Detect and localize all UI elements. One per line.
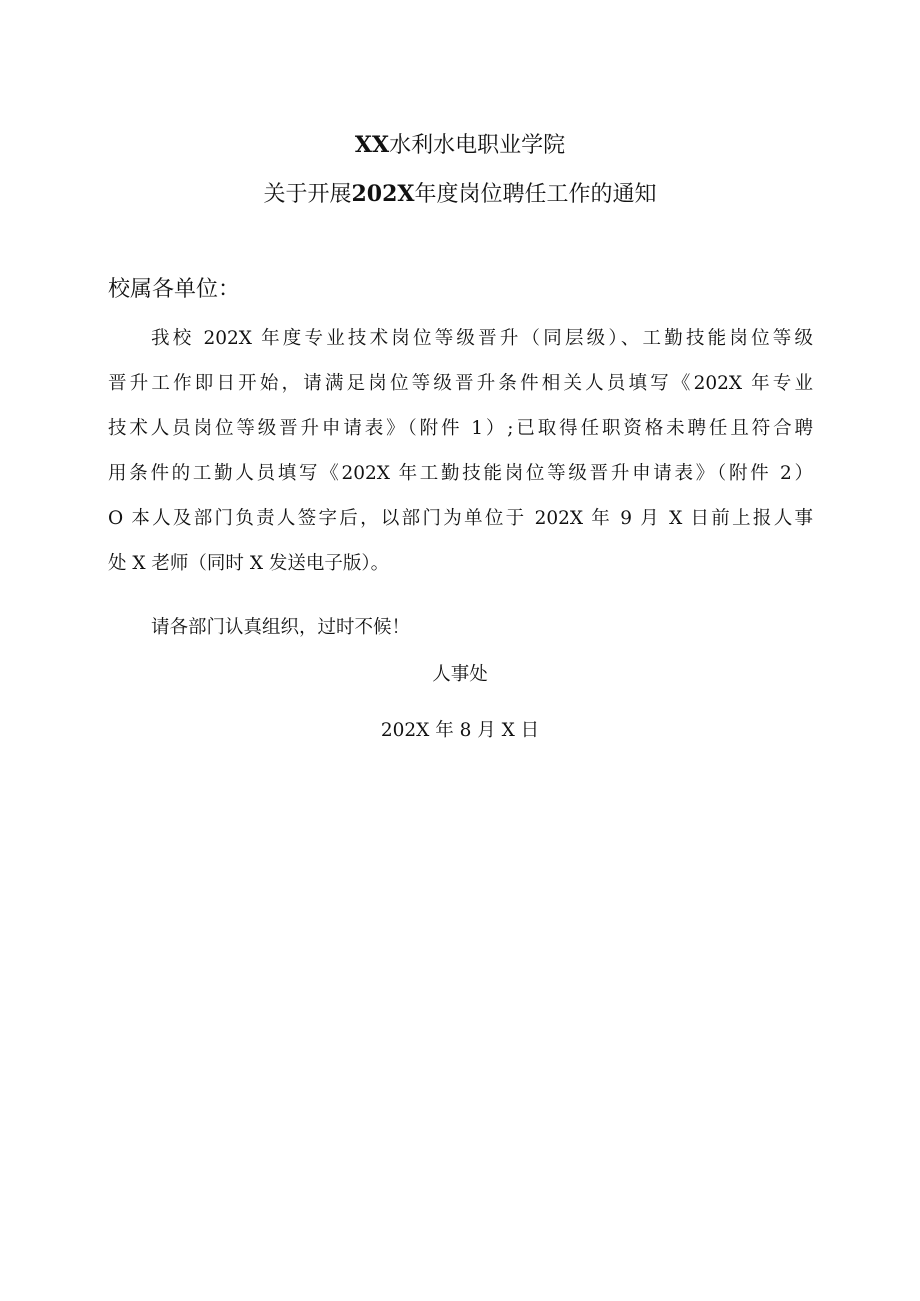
paragraph-line: 晋升工作即日开始，请满足岗位等级晋升条件相关人员填写《202X 年专业 — [108, 373, 813, 394]
paragraph-line: 用条件的工勤人员填写《202X 年工勤技能岗位等级晋升申请表》（附件 2） — [108, 463, 813, 484]
title-pre: 关于开展 — [263, 182, 352, 207]
signature-date: 202X 年 8 月 X 日 — [380, 720, 540, 741]
title-school-name: 水利水电职业学院 — [389, 133, 566, 158]
paragraph-line: 技术人员岗位等级晋升申请表》（附件 1）;已取得任职资格未聘任且符合聘 — [108, 418, 813, 439]
document-title-line-1 — [0, 130, 920, 161]
paragraph-closing — [108, 605, 813, 650]
signature-department: 人事处 — [432, 664, 488, 685]
paragraph-line: 我校 202X 年度专业技术岗位等级晋升（同层级）、工勤技能岗位等级 — [151, 328, 813, 349]
paragraph-line: O 本人及部门负责人签字后，以部门为单位于 202X 年 9 月 X 日前上报人事 — [108, 508, 813, 529]
closing-line: 请各部门认真组织，过时不候！ — [151, 617, 411, 638]
document-title-line-2 — [0, 179, 920, 210]
paragraph-line: 处 X 老师（同时 X 发送电子版）。 — [108, 553, 390, 574]
paragraph-main — [108, 316, 813, 586]
title-year: 202X — [351, 181, 415, 207]
salutation: 校属各单位： — [108, 277, 241, 302]
title-school-prefix: XX — [354, 132, 390, 158]
title-post: 年度岗位聘任工作的通知 — [414, 182, 657, 207]
